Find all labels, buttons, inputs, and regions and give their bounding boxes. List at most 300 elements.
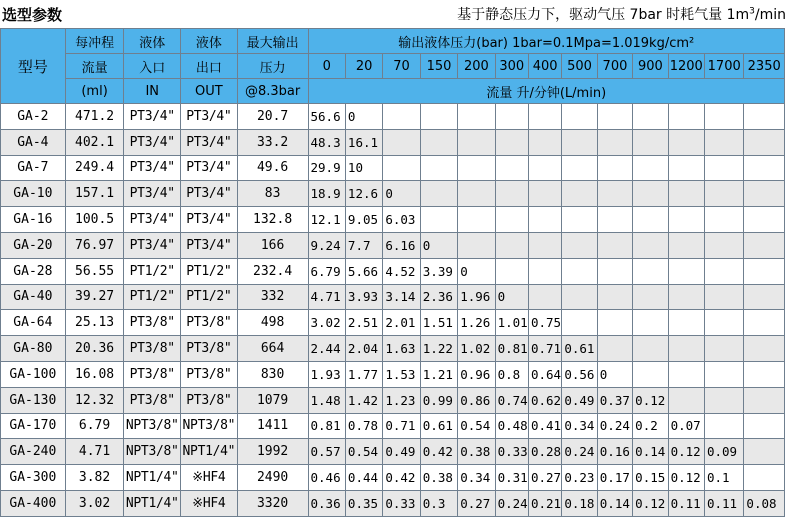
- flow-cell: 3.02: [65, 490, 124, 516]
- flow-rate-cell: [420, 181, 457, 207]
- flow-rate-cell: 0.3: [420, 490, 457, 516]
- flow-rate-cell: [458, 104, 495, 130]
- flow-rate-cell: [597, 104, 632, 130]
- flow-rate-cell: 3.93: [345, 284, 382, 310]
- flow-rate-cell: 0.96: [458, 361, 495, 387]
- pressure-col-header: 70: [383, 54, 420, 79]
- flow-rate-cell: 0.49: [383, 439, 420, 465]
- flow-rate-cell: 0.33: [495, 439, 528, 465]
- flow-rate-cell: 0.2: [633, 413, 668, 439]
- flow-rate-cell: [383, 155, 420, 181]
- flow-rate-cell: [744, 258, 785, 284]
- flow-rate-cell: 0.27: [458, 490, 495, 516]
- flow-rate-cell: [597, 284, 632, 310]
- outlet-cell: NPT1/4": [181, 439, 238, 465]
- inlet-cell: PT1/2": [124, 258, 181, 284]
- flow-rate-cell: 10: [345, 155, 382, 181]
- flow-rate-cell: [495, 207, 528, 233]
- flow-rate-cell: 5.66: [345, 258, 382, 284]
- flow-rate-cell: 1.01: [495, 310, 528, 336]
- flow-rate-cell: 1.42: [345, 387, 382, 413]
- header-inlet-l1: 液体: [124, 29, 181, 54]
- header-flow-l3: (ml): [65, 79, 124, 104]
- flow-rate-cell: 0: [345, 104, 382, 130]
- outlet-cell: PT3/8": [181, 387, 238, 413]
- flow-rate-cell: [562, 181, 597, 207]
- flow-rate-cell: [420, 207, 457, 233]
- outlet-cell: NPT3/8": [181, 413, 238, 439]
- table-row: [1, 232, 785, 258]
- flow-cell: 157.1: [65, 181, 124, 207]
- pressure-col-header: 0: [308, 54, 345, 79]
- flow-cell: 12.32: [65, 387, 124, 413]
- inlet-cell: NPT3/8": [124, 413, 181, 439]
- pressure-col-header: 200: [458, 54, 495, 79]
- max-pressure-cell: 3320: [237, 490, 308, 516]
- header-flow-unit: 流量 升/分钟(L/min): [308, 79, 785, 104]
- flow-rate-cell: [744, 361, 785, 387]
- flow-rate-cell: 0.33: [383, 490, 420, 516]
- outlet-cell: PT3/8": [181, 336, 238, 362]
- flow-rate-cell: [633, 361, 668, 387]
- table-row: [1, 336, 785, 362]
- note-unit: /min: [754, 7, 786, 23]
- max-pressure-cell: 830: [237, 361, 308, 387]
- model-cell: GA-300: [1, 465, 66, 491]
- flow-rate-cell: [668, 336, 704, 362]
- pressure-col-header: 20: [345, 54, 382, 79]
- flow-rate-cell: [495, 155, 528, 181]
- header-outlet-l1: 液体: [181, 29, 238, 54]
- flow-rate-cell: 1.26: [458, 310, 495, 336]
- flow-rate-cell: [528, 232, 561, 258]
- flow-rate-cell: [704, 336, 743, 362]
- flow-rate-cell: [458, 155, 495, 181]
- flow-cell: 3.82: [65, 465, 124, 491]
- header-outlet-l3: OUT: [181, 79, 238, 104]
- table-row: [1, 207, 785, 233]
- flow-rate-cell: [528, 207, 561, 233]
- flow-rate-cell: 0.27: [528, 465, 561, 491]
- outlet-cell: PT3/8": [181, 310, 238, 336]
- flow-rate-cell: 2.36: [420, 284, 457, 310]
- model-cell: GA-170: [1, 413, 66, 439]
- flow-rate-cell: 0.12: [668, 439, 704, 465]
- flow-rate-cell: 0.38: [458, 439, 495, 465]
- flow-rate-cell: [528, 181, 561, 207]
- flow-rate-cell: 12.6: [345, 181, 382, 207]
- max-pressure-cell: 49.6: [237, 155, 308, 181]
- model-cell: GA-4: [1, 129, 66, 155]
- flow-rate-cell: [704, 387, 743, 413]
- inlet-cell: PT3/4": [124, 104, 181, 130]
- flow-rate-cell: [744, 181, 785, 207]
- flow-rate-cell: [633, 155, 668, 181]
- flow-rate-cell: 0.24: [597, 413, 632, 439]
- flow-rate-cell: [744, 207, 785, 233]
- flow-rate-cell: 0.11: [704, 490, 743, 516]
- model-cell: GA-7: [1, 155, 66, 181]
- flow-rate-cell: 6.79: [308, 258, 345, 284]
- model-cell: GA-64: [1, 310, 66, 336]
- selection-table: [0, 28, 785, 517]
- flow-rate-cell: [562, 129, 597, 155]
- flow-rate-cell: [704, 413, 743, 439]
- flow-rate-cell: 0.12: [633, 490, 668, 516]
- max-pressure-cell: 232.4: [237, 258, 308, 284]
- flow-cell: 249.4: [65, 155, 124, 181]
- flow-rate-cell: 0.42: [420, 439, 457, 465]
- flow-rate-cell: [597, 129, 632, 155]
- flow-rate-cell: [597, 181, 632, 207]
- flow-rate-cell: 0.86: [458, 387, 495, 413]
- inlet-cell: PT3/8": [124, 310, 181, 336]
- flow-rate-cell: [668, 181, 704, 207]
- flow-rate-cell: 12.1: [308, 207, 345, 233]
- flow-rate-cell: [668, 310, 704, 336]
- inlet-cell: PT3/8": [124, 387, 181, 413]
- flow-rate-cell: [744, 155, 785, 181]
- flow-rate-cell: [383, 104, 420, 130]
- flow-rate-cell: 0.24: [562, 439, 597, 465]
- flow-rate-cell: 0.62: [528, 387, 561, 413]
- flow-rate-cell: 1.77: [345, 361, 382, 387]
- flow-rate-cell: [704, 258, 743, 284]
- flow-rate-cell: [744, 232, 785, 258]
- header-outlet-l2: 出口: [181, 54, 238, 79]
- flow-rate-cell: 1.63: [383, 336, 420, 362]
- flow-cell: 76.97: [65, 232, 124, 258]
- flow-rate-cell: [633, 181, 668, 207]
- model-cell: GA-100: [1, 361, 66, 387]
- flow-rate-cell: [704, 104, 743, 130]
- pressure-col-header: 1700: [704, 54, 743, 79]
- max-pressure-cell: 664: [237, 336, 308, 362]
- flow-rate-cell: 6.16: [383, 232, 420, 258]
- table-row: [1, 465, 785, 491]
- table-row: [1, 490, 785, 516]
- flow-rate-cell: [744, 336, 785, 362]
- flow-rate-cell: 2.01: [383, 310, 420, 336]
- flow-rate-cell: 6.03: [383, 207, 420, 233]
- flow-rate-cell: 0.41: [528, 413, 561, 439]
- flow-rate-cell: [562, 207, 597, 233]
- flow-rate-cell: [562, 310, 597, 336]
- model-cell: GA-130: [1, 387, 66, 413]
- flow-rate-cell: [704, 207, 743, 233]
- max-pressure-cell: 2490: [237, 465, 308, 491]
- flow-rate-cell: 1.96: [458, 284, 495, 310]
- flow-rate-cell: 0.34: [562, 413, 597, 439]
- flow-rate-cell: [744, 387, 785, 413]
- flow-rate-cell: [633, 207, 668, 233]
- flow-rate-cell: 0: [420, 232, 457, 258]
- flow-rate-cell: 2.04: [345, 336, 382, 362]
- flow-rate-cell: [420, 129, 457, 155]
- flow-rate-cell: [562, 104, 597, 130]
- outlet-cell: PT3/8": [181, 361, 238, 387]
- flow-rate-cell: [495, 258, 528, 284]
- model-cell: GA-20: [1, 232, 66, 258]
- flow-rate-cell: 0.81: [495, 336, 528, 362]
- flow-rate-cell: [383, 129, 420, 155]
- flow-rate-cell: [495, 129, 528, 155]
- flow-rate-cell: 0.14: [633, 439, 668, 465]
- flow-rate-cell: [704, 155, 743, 181]
- flow-rate-cell: [597, 207, 632, 233]
- flow-rate-cell: [495, 104, 528, 130]
- flow-rate-cell: [528, 284, 561, 310]
- inlet-cell: NPT1/4": [124, 465, 181, 491]
- flow-rate-cell: [668, 361, 704, 387]
- flow-rate-cell: 0.75: [528, 310, 561, 336]
- flow-rate-cell: [668, 258, 704, 284]
- header-model: 型号: [1, 29, 66, 104]
- table-row: [1, 413, 785, 439]
- max-pressure-cell: 498: [237, 310, 308, 336]
- flow-rate-cell: [744, 310, 785, 336]
- inlet-cell: PT3/4": [124, 207, 181, 233]
- flow-rate-cell: 0.71: [528, 336, 561, 362]
- flow-rate-cell: 29.9: [308, 155, 345, 181]
- flow-rate-cell: 1.21: [420, 361, 457, 387]
- flow-rate-cell: [562, 155, 597, 181]
- model-cell: GA-400: [1, 490, 66, 516]
- flow-rate-cell: 2.44: [308, 336, 345, 362]
- model-cell: GA-80: [1, 336, 66, 362]
- max-pressure-cell: 1411: [237, 413, 308, 439]
- flow-cell: 16.08: [65, 361, 124, 387]
- pressure-col-header: 400: [528, 54, 561, 79]
- table-row: [1, 387, 785, 413]
- max-pressure-cell: 83: [237, 181, 308, 207]
- flow-cell: 56.55: [65, 258, 124, 284]
- flow-rate-cell: 0.07: [668, 413, 704, 439]
- pressure-col-header: 300: [495, 54, 528, 79]
- air-consumption-note: [457, 4, 786, 24]
- inlet-cell: PT3/4": [124, 129, 181, 155]
- flow-rate-cell: 0.54: [345, 439, 382, 465]
- flow-rate-cell: [633, 258, 668, 284]
- flow-rate-cell: [597, 310, 632, 336]
- flow-rate-cell: [668, 284, 704, 310]
- flow-rate-cell: 0.38: [420, 465, 457, 491]
- flow-rate-cell: [668, 207, 704, 233]
- flow-rate-cell: [458, 181, 495, 207]
- outlet-cell: ※HF4: [181, 465, 238, 491]
- header-flow-l1: 每冲程: [65, 29, 124, 54]
- flow-rate-cell: 4.52: [383, 258, 420, 284]
- flow-rate-cell: [744, 284, 785, 310]
- inlet-cell: NPT3/8": [124, 439, 181, 465]
- outlet-cell: PT3/4": [181, 232, 238, 258]
- pressure-col-header: 2350: [744, 54, 785, 79]
- flow-rate-cell: [597, 232, 632, 258]
- flow-rate-cell: 0.81: [308, 413, 345, 439]
- flow-rate-cell: [420, 104, 457, 130]
- flow-rate-cell: [633, 104, 668, 130]
- flow-rate-cell: 18.9: [308, 181, 345, 207]
- outlet-cell: ※HF4: [181, 490, 238, 516]
- flow-rate-cell: 0.11: [668, 490, 704, 516]
- flow-rate-cell: 9.24: [308, 232, 345, 258]
- flow-rate-cell: 0.48: [495, 413, 528, 439]
- model-cell: GA-2: [1, 104, 66, 130]
- header-flow-l2: 流量: [65, 54, 124, 79]
- table-row: [1, 129, 785, 155]
- flow-rate-cell: 9.05: [345, 207, 382, 233]
- flow-rate-cell: [562, 232, 597, 258]
- model-cell: GA-240: [1, 439, 66, 465]
- flow-cell: 6.79: [65, 413, 124, 439]
- max-pressure-cell: 166: [237, 232, 308, 258]
- flow-rate-cell: 0.12: [668, 465, 704, 491]
- flow-rate-cell: 0.99: [420, 387, 457, 413]
- flow-rate-cell: 0.8: [495, 361, 528, 387]
- flow-rate-cell: [668, 104, 704, 130]
- flow-rate-cell: 0.56: [562, 361, 597, 387]
- flow-rate-cell: 1.48: [308, 387, 345, 413]
- flow-rate-cell: 0.21: [528, 490, 561, 516]
- flow-rate-cell: [744, 104, 785, 130]
- flow-rate-cell: 56.6: [308, 104, 345, 130]
- inlet-cell: PT1/2": [124, 284, 181, 310]
- flow-rate-cell: [495, 232, 528, 258]
- flow-rate-cell: [562, 258, 597, 284]
- table-row: [1, 155, 785, 181]
- title-bar: [0, 0, 790, 26]
- page-title: 选型参数: [2, 6, 63, 24]
- flow-cell: 39.27: [65, 284, 124, 310]
- flow-rate-cell: 0.78: [345, 413, 382, 439]
- flow-rate-cell: 1.93: [308, 361, 345, 387]
- outlet-cell: PT3/4": [181, 129, 238, 155]
- inlet-cell: PT3/4": [124, 155, 181, 181]
- flow-rate-cell: 0.57: [308, 439, 345, 465]
- flow-rate-cell: 0.42: [383, 465, 420, 491]
- flow-cell: 4.71: [65, 439, 124, 465]
- flow-rate-cell: [528, 129, 561, 155]
- flow-rate-cell: 3.02: [308, 310, 345, 336]
- flow-rate-cell: 4.71: [308, 284, 345, 310]
- flow-rate-cell: 0.18: [562, 490, 597, 516]
- flow-rate-cell: 0.46: [308, 465, 345, 491]
- flow-rate-cell: [744, 413, 785, 439]
- header-inlet-l3: IN: [124, 79, 181, 104]
- flow-rate-cell: 1.22: [420, 336, 457, 362]
- flow-rate-cell: [562, 284, 597, 310]
- flow-rate-cell: [744, 129, 785, 155]
- pressure-col-header: 900: [633, 54, 668, 79]
- header-pmax-l2: 压力: [237, 54, 308, 79]
- flow-rate-cell: [633, 129, 668, 155]
- table-row: [1, 258, 785, 284]
- flow-rate-cell: [458, 207, 495, 233]
- flow-rate-cell: 0.12: [633, 387, 668, 413]
- flow-rate-cell: 0.61: [562, 336, 597, 362]
- max-pressure-cell: 332: [237, 284, 308, 310]
- flow-rate-cell: [633, 310, 668, 336]
- inlet-cell: PT3/4": [124, 181, 181, 207]
- flow-cell: 20.36: [65, 336, 124, 362]
- model-cell: GA-10: [1, 181, 66, 207]
- flow-rate-cell: [704, 181, 743, 207]
- flow-rate-cell: [420, 155, 457, 181]
- outlet-cell: PT1/2": [181, 284, 238, 310]
- flow-rate-cell: 0.16: [597, 439, 632, 465]
- table-row: [1, 361, 785, 387]
- model-cell: GA-28: [1, 258, 66, 284]
- inlet-cell: NPT1/4": [124, 490, 181, 516]
- flow-rate-cell: [668, 232, 704, 258]
- table-row: [1, 181, 785, 207]
- max-pressure-cell: 20.7: [237, 104, 308, 130]
- flow-rate-cell: [668, 129, 704, 155]
- flow-rate-cell: 3.39: [420, 258, 457, 284]
- outlet-cell: PT3/4": [181, 181, 238, 207]
- flow-cell: 25.13: [65, 310, 124, 336]
- pressure-col-header: 150: [420, 54, 457, 79]
- flow-rate-cell: [704, 310, 743, 336]
- pressure-col-header: 700: [597, 54, 632, 79]
- flow-rate-cell: [744, 439, 785, 465]
- flow-rate-cell: 1.51: [420, 310, 457, 336]
- header-output-pressure: 输出液体压力(bar) 1bar=0.1Mpa=1.019kg/cm²: [308, 29, 785, 54]
- flow-rate-cell: 16.1: [345, 129, 382, 155]
- max-pressure-cell: 132.8: [237, 207, 308, 233]
- flow-rate-cell: [668, 155, 704, 181]
- flow-rate-cell: [704, 129, 743, 155]
- flow-rate-cell: 0.44: [345, 465, 382, 491]
- flow-rate-cell: 0: [383, 181, 420, 207]
- flow-rate-cell: [528, 155, 561, 181]
- max-pressure-cell: 1992: [237, 439, 308, 465]
- flow-rate-cell: 1.53: [383, 361, 420, 387]
- outlet-cell: PT3/4": [181, 155, 238, 181]
- table-row: [1, 310, 785, 336]
- flow-rate-cell: 0: [495, 284, 528, 310]
- flow-rate-cell: 0.54: [458, 413, 495, 439]
- table-row: [1, 104, 785, 130]
- flow-cell: 100.5: [65, 207, 124, 233]
- flow-rate-cell: 0.15: [633, 465, 668, 491]
- pressure-col-header: 500: [562, 54, 597, 79]
- flow-rate-cell: [633, 284, 668, 310]
- flow-rate-cell: 0: [597, 361, 632, 387]
- max-pressure-cell: 33.2: [237, 129, 308, 155]
- flow-cell: 402.1: [65, 129, 124, 155]
- flow-rate-cell: [633, 232, 668, 258]
- flow-rate-cell: [495, 181, 528, 207]
- table-row: [1, 284, 785, 310]
- inlet-cell: PT3/8": [124, 361, 181, 387]
- header-pmax-l3: @8.3bar: [237, 79, 308, 104]
- flow-rate-cell: 0.35: [345, 490, 382, 516]
- flow-rate-cell: [744, 465, 785, 491]
- flow-rate-cell: 0.31: [495, 465, 528, 491]
- flow-rate-cell: [458, 129, 495, 155]
- flow-rate-cell: 0.14: [597, 490, 632, 516]
- flow-rate-cell: 0.34: [458, 465, 495, 491]
- inlet-cell: PT3/8": [124, 336, 181, 362]
- outlet-cell: PT3/4": [181, 207, 238, 233]
- flow-rate-cell: [528, 104, 561, 130]
- flow-rate-cell: 0.08: [744, 490, 785, 516]
- flow-rate-cell: 0.28: [528, 439, 561, 465]
- flow-rate-cell: [597, 336, 632, 362]
- pressure-col-header: 1200: [668, 54, 704, 79]
- note-text: 基于静态压力下，驱动气压 7bar 时耗气量 1m: [457, 7, 750, 23]
